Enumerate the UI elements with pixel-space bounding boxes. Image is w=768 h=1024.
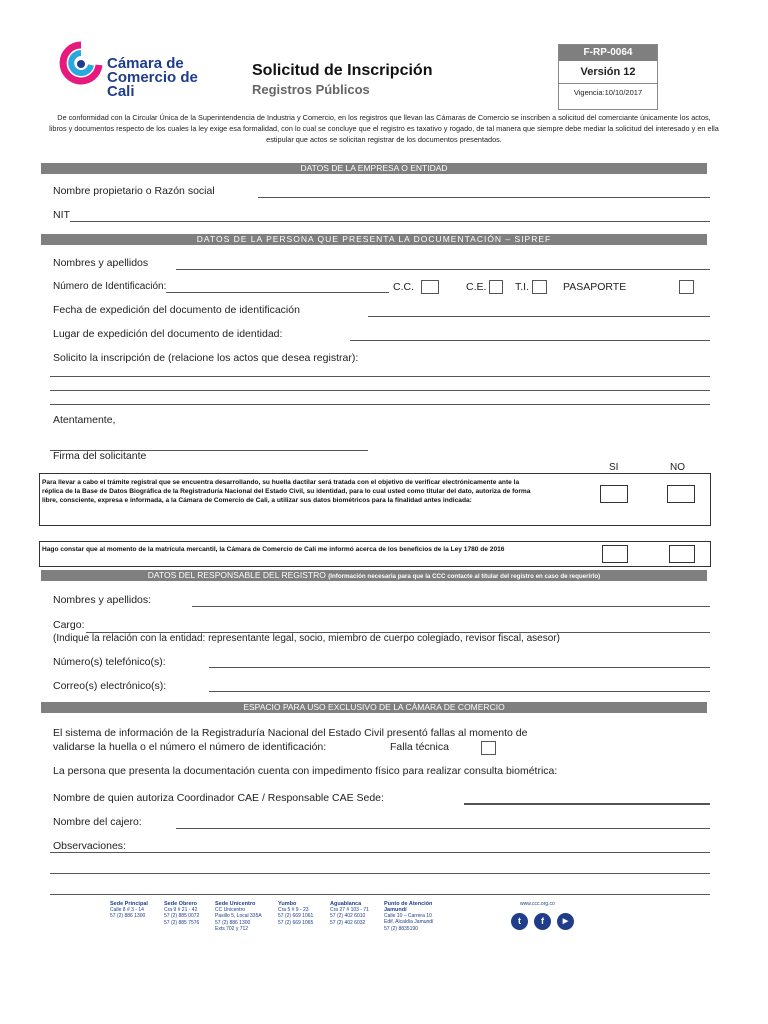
autoriza-label: Nombre de quien autoriza Coordinador CAE / Responsable CAE Sede:: [53, 792, 384, 804]
fecha-exp-field[interactable]: [368, 316, 710, 317]
footer-sede-principal: Sede Principal Calle 8 # 3 - 14 57 (2) 886 1300: [110, 901, 148, 920]
section-exclusivo-header: ESPACIO PARA USO EXCLUSIVO DE LA CÁMARA DE COMERCIO: [41, 702, 707, 713]
observaciones-line-3[interactable]: [50, 894, 710, 895]
num-id-field[interactable]: [166, 292, 389, 293]
ley-si-checkbox[interactable]: [602, 545, 628, 563]
footer-website[interactable]: www.ccc.org.co: [520, 901, 555, 907]
twitter-icon[interactable]: t: [511, 913, 528, 930]
footer-sede-aguablanca: Aguablanca Cra 27 # 103 - 71 57 (2) 402 6010 57 (2) 402 6032: [330, 901, 369, 926]
section-persona-header: DATOS DE LA PERSONA QUE PRESENTA LA DOCUMENTACIÓN – SIPREF: [41, 234, 707, 245]
footer-sede-jamundi: Punto de Atención Jamundí Calle 10 – Carrera 10 Edif. Alcaldía Jamundí 57 (2) 8835190: [384, 901, 434, 932]
footer-sede-yumbo: Yumbo Cra 5 # 9 - 23 57 (2) 669 1061 57 (2) 669 1065: [278, 901, 314, 926]
form-code-box: [558, 44, 658, 110]
ley-consent-text: Hago constar que al momento de la matrícula mercantil, la Cámara de Comercio de Cali me informó acerca de los beneficios de la Ley 1780 de 2016: [42, 546, 505, 553]
sistema-text-2: validarse la huella o el número el número de identificación:: [53, 741, 327, 753]
nit-field[interactable]: [70, 221, 710, 222]
correo-field[interactable]: [209, 691, 710, 692]
form-version: Versión 12: [559, 61, 657, 84]
impedimento-text: La persona que presenta la documentación cuenta con impedimento físico para realizar consulta biométrica:: [53, 765, 558, 777]
razon-social-label: Nombre propietario o Razón social: [53, 185, 215, 197]
autoriza-field[interactable]: [464, 803, 710, 805]
cargo-note: (Indique la relación con la entidad: representante legal, socio, miembro de cuerpo colegiado, revisor fiscal, asesor): [53, 633, 560, 644]
biometric-si-checkbox[interactable]: [600, 485, 628, 503]
lugar-exp-field[interactable]: [350, 340, 710, 341]
pasaporte-checkbox[interactable]: [679, 280, 694, 294]
observaciones-line-2[interactable]: [50, 873, 710, 874]
form-code: F-RP-0064: [559, 45, 657, 61]
biometric-consent-text: Para llevar a cabo el trámite registral que se encuentra desarrollando, su huella dactilar será tratada con el objetivo de verificar electrónicamente ante la réplica de la Base de Datos Biográfica de la Registraduría Nacional del Estado Civil, su identidad, para lo cual usted como titular del dato, autoriza de forma libre, consciente, expresa e informada, a la Cámara de Comercio de Cali, a utilizar sus datos biométricos para la finalidad antes indicada:: [42, 479, 531, 504]
page-subtitle: Registros Públicos: [252, 82, 370, 97]
ce-checkbox[interactable]: [489, 280, 503, 294]
actos-line-2[interactable]: [50, 390, 710, 391]
razon-social-field[interactable]: [258, 197, 710, 198]
ley-no-checkbox[interactable]: [669, 545, 695, 563]
nombres-label: Nombres y apellidos: [53, 257, 149, 269]
correo-label: Correo(s) electrónico(s):: [53, 680, 167, 692]
footer-sede-unicentro: Sede Unicentro CC Unicentro Pasillo 5, Local 335A 57 (2) 886 1300 Exts 702 y 712: [215, 901, 262, 933]
falla-label: Falla técnica: [390, 741, 449, 753]
form-vigencia: Vigencia:10/10/2017: [573, 88, 643, 97]
observaciones-label: Observaciones:: [53, 840, 126, 852]
ti-checkbox[interactable]: [532, 280, 547, 294]
cajero-field[interactable]: [176, 828, 710, 829]
num-id-label: Número de Identificación:: [53, 281, 167, 292]
cajero-label: Nombre del cajero:: [53, 816, 142, 828]
si-label: SI: [609, 462, 619, 473]
section-empresa-header: DATOS DE LA EMPRESA O ENTIDAD: [41, 163, 707, 174]
biometric-no-checkbox[interactable]: [667, 485, 695, 503]
intro-paragraph: De conformidad con la Circular Única de la Superintendencia de Industria y Comercio, en los registros que llevan las Cámaras de Comercio se inscriben a solicitud del comerciante únicamente los actos, libros y documentos respecto de los cuales la ley exige esa formalidad, con lo cual se concluye que el registro es taxativo y rogado, de tal manera que siempre debe mediar la solicitud del interesado y en ella estipular que actos se solicitan registrar de los documentos presentados.: [49, 113, 719, 144]
cc-label: C.C.: [393, 281, 414, 293]
actos-line-1[interactable]: [50, 376, 710, 377]
nit-label: NIT: [53, 209, 70, 221]
pasaporte-label: PASAPORTE: [563, 281, 627, 293]
observaciones-line-1[interactable]: [50, 852, 710, 853]
actos-line-3[interactable]: [50, 404, 710, 405]
firma-label: Firma del solicitante: [53, 450, 147, 462]
page-title: Solicitud de Inscripción: [252, 62, 433, 79]
cc-checkbox[interactable]: [421, 280, 439, 294]
fecha-exp-label: Fecha de expedición del documento de identificación: [53, 304, 300, 316]
ccc-logo-icon: [59, 41, 103, 85]
sistema-text-1: El sistema de información de la Registraduría Nacional del Estado Civil presentó fallas al momento de: [53, 727, 528, 739]
footer-sede-obrero: Sede Obrero Cra 9 # 21 - 42 57 (2) 885 0072 57 (2) 885 7576: [164, 901, 200, 926]
resp-nombres-label: Nombres y apellidos:: [53, 594, 152, 606]
section-responsable-header: [41, 570, 707, 581]
falla-checkbox[interactable]: [481, 741, 496, 755]
solicito-label: Solicito la inscripción de (relacione los actos que desea registrar):: [53, 352, 359, 364]
facebook-icon[interactable]: f: [534, 913, 551, 930]
ce-label: C.E.: [466, 281, 487, 293]
nombres-field[interactable]: [176, 269, 710, 270]
ti-label: T.I.: [515, 281, 530, 293]
lugar-exp-label: Lugar de expedición del documento de identidad:: [53, 328, 283, 340]
telefono-label: Número(s) telefónico(s):: [53, 656, 166, 668]
youtube-icon[interactable]: ▶: [557, 913, 574, 930]
logo-wordmark: Cámara de Comercio de Cali: [107, 55, 198, 100]
telefono-field[interactable]: [209, 667, 710, 668]
no-label: NO: [670, 462, 685, 473]
section-responsable-title: DATOS DEL RESPONSABLE DEL REGISTRO: [147, 570, 326, 580]
section-responsable-note: (Información necesaria para que la CCC contacte al titular del registro en caso de requerirlo): [328, 573, 601, 580]
resp-nombres-field[interactable]: [192, 606, 710, 607]
cargo-label: Cargo:: [53, 619, 85, 631]
atentamente-label: Atentamente,: [53, 414, 116, 426]
